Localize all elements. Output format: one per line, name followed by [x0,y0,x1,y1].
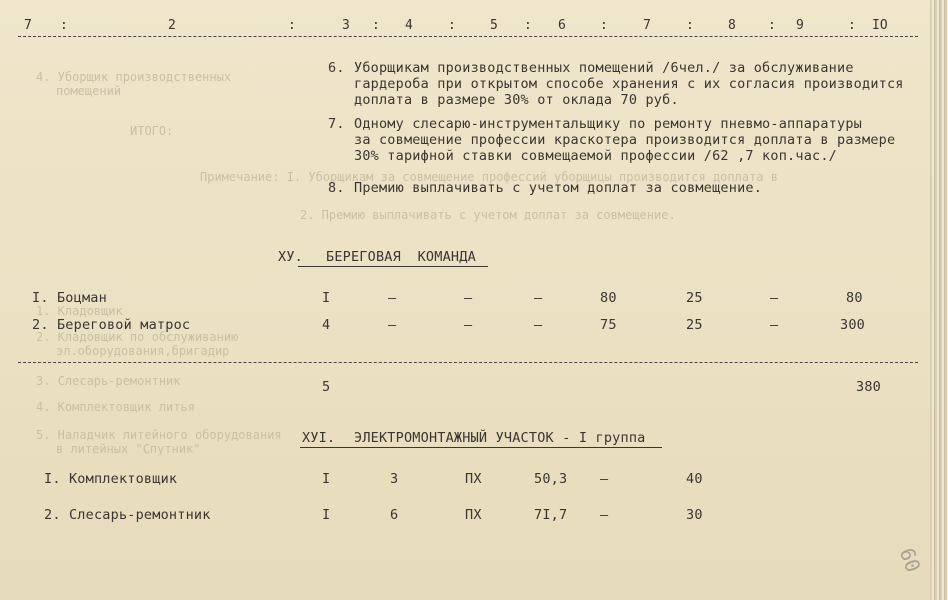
note-number: 8. [328,180,345,196]
column-separator: : [600,18,608,33]
note-number: 6. [328,60,345,76]
bleed-through-text: помещений [56,84,122,98]
note-line: доплата в размере 30% от оклада 70 руб. [354,92,679,108]
cell: 3 [390,471,399,487]
bleed-through-text: ИТОГО: [130,124,174,138]
cell: 25 [686,290,703,306]
cell: – [388,317,397,333]
bleed-through-text: в литейных "Спутник" [56,442,201,456]
cell: I [322,290,331,306]
cell: – [388,290,397,306]
note-line: за совмещение профессии краскотера производится доплата в размере [354,132,896,148]
column-separator: : [448,18,456,33]
total-cell: 380 [856,379,881,395]
section-title: ЭЛЕКТРОМОНТАЖНЫЙ УЧАСТОК - I группа [354,430,646,446]
column-separator: : [524,18,532,33]
cell: – [770,290,779,306]
column-header: 4 [405,18,413,33]
column-header: 7 [643,18,651,33]
section-title-underline [300,447,662,448]
note-line: гардероба при открытом способе хранения с их согласия производится [354,76,904,92]
cell: 7I,7 [534,507,568,523]
header-divider [18,36,918,37]
cell: 6 [390,507,399,523]
column-header: 8 [728,18,736,33]
cell: 50,3 [534,471,568,487]
column-header: 2 [168,18,176,33]
note-line: Одному слесарю-инструментальщику по ремонту пневмо-аппаратуры [354,116,862,132]
cell: – [464,317,473,333]
column-separator: : [686,18,694,33]
row-name: I. Комплектовщик [44,471,178,487]
column-header: 3 [342,18,350,33]
total-divider [18,362,918,363]
section-title: БЕРЕГОВАЯ КОМАНДА [326,249,476,265]
cell: – [770,317,779,333]
section-number: ХУI. [302,430,336,446]
column-separator: : [372,18,380,33]
cell: – [534,317,543,333]
cell: 4 [322,317,331,333]
note-line: Премию выплачивать с учетом доплат за совмещение. [354,180,763,196]
bleed-through-text: Примечание: I. Уборщикам за совмещение профессий уборщицы производится доплата в [200,170,778,184]
cell: 75 [600,317,617,333]
bleed-through-text: 2. Премию выплачивать с учетом доплат за совмещение. [300,208,676,222]
cell: – [534,290,543,306]
bleed-through-text: 4. Комплектовщик литья [36,400,195,414]
section-title-underline [298,266,488,267]
cell: – [464,290,473,306]
row-name: 2. Слесарь-ремонтник [44,507,211,523]
note-line: 30% тарифной ставки совмещаемой профессии /62 ,7 коп.час./ [354,148,838,164]
bleed-through-text: 4. Уборщик производственных [36,70,232,84]
cell: 25 [686,317,703,333]
column-separator: : [60,18,68,33]
total-cell: 5 [322,379,331,395]
note-line: Уборщикам производственных помещений /6чел./ за обслуживание [354,60,854,76]
column-header: 6 [558,18,566,33]
column-header: 9 [796,18,804,33]
cell: I [322,471,331,487]
bleed-through-text: эл.оборудования,бригадир [56,344,230,358]
row-name: I. Боцман [32,290,107,306]
cell: 80 [846,290,863,306]
paper-stack-edge [930,0,948,600]
bleed-through-text: 2. Кладовщик по обслуживанию [36,330,239,344]
cell: 40 [686,471,703,487]
cell: I [322,507,331,523]
cell: 30 [686,507,703,523]
cell: 80 [600,290,617,306]
cell: – [600,507,609,523]
cell: – [600,471,609,487]
column-separator: : [768,18,776,33]
section-number: ХУ. [278,249,303,265]
bleed-through-text: 3. Слесарь-ремонтник [36,374,181,388]
cell: 300 [840,317,865,333]
column-header: 7 [24,18,32,33]
bleed-through-text: 1. Кладовщик [36,304,123,318]
cell: ПХ [465,471,482,487]
column-separator: : [288,18,296,33]
column-header: IO [872,18,888,33]
row-name: 2. Береговой матрос [32,317,191,333]
cell: ПХ [465,507,482,523]
column-header: 5 [490,18,498,33]
column-separator: : [848,18,856,33]
bleed-through-text: 5. Наладчик литейного оборудования [36,428,282,442]
page-number: 60 [894,544,926,576]
note-number: 7. [328,116,345,132]
